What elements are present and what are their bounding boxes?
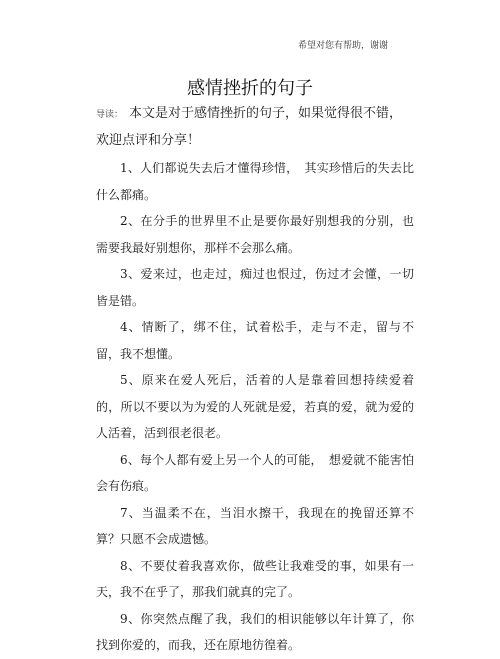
header-note: 希望对您有帮助，谢谢 bbox=[298, 41, 389, 51]
list-item: 7、当温柔不在，当泪水擦干，我现在的挽留还算不算？只愿不会成遗憾。 bbox=[96, 505, 414, 546]
list-item: 1、人们都说失去后才懂得珍惜， 其实珍惜后的失去比什么都痛。 bbox=[96, 161, 414, 202]
sentence-list bbox=[96, 155, 414, 659]
list-item: 4、情断了，绑不住，试着松手，走与不走，留与不留，我不想懂。 bbox=[96, 320, 414, 361]
intro-label: 导读： bbox=[96, 110, 124, 120]
list-item: 9、你突然点醒了我，我们的相识能够以年计算了，你找到你爱的，而我，还在原地彷徨着。 bbox=[96, 611, 414, 652]
list-item: 3、爱来过，也走过，痴过也恨过，伤过才会懂，一切皆是错。 bbox=[96, 267, 414, 308]
list-item: 2、在分手的世界里不止是要你最好别想我的分别，也需要我最好别想你，那样不会那么痛。 bbox=[96, 214, 414, 255]
list-item: 6、每个人都有爱上另一个人的可能， 想爱就不能害怕会有伤痕。 bbox=[96, 452, 414, 493]
intro-paragraph bbox=[96, 101, 414, 154]
page-title: 感情挫折的句子 bbox=[187, 78, 313, 99]
list-item: 5、原来在爱人死后，活着的人是靠着回想持续爱着的，所以不要以为为爱的人死就是爱，若真的爱，就为爱的人活着，活到很老很老。 bbox=[96, 373, 414, 440]
list-item: 8、不要仗着我喜欢你，做些让我难受的事，如果有一天，我不在乎了，那我们就真的完了。 bbox=[96, 558, 414, 599]
intro-text: 本文是对于感情挫折的句子，如果觉得很不错，欢迎点评和分享！ bbox=[96, 106, 403, 148]
